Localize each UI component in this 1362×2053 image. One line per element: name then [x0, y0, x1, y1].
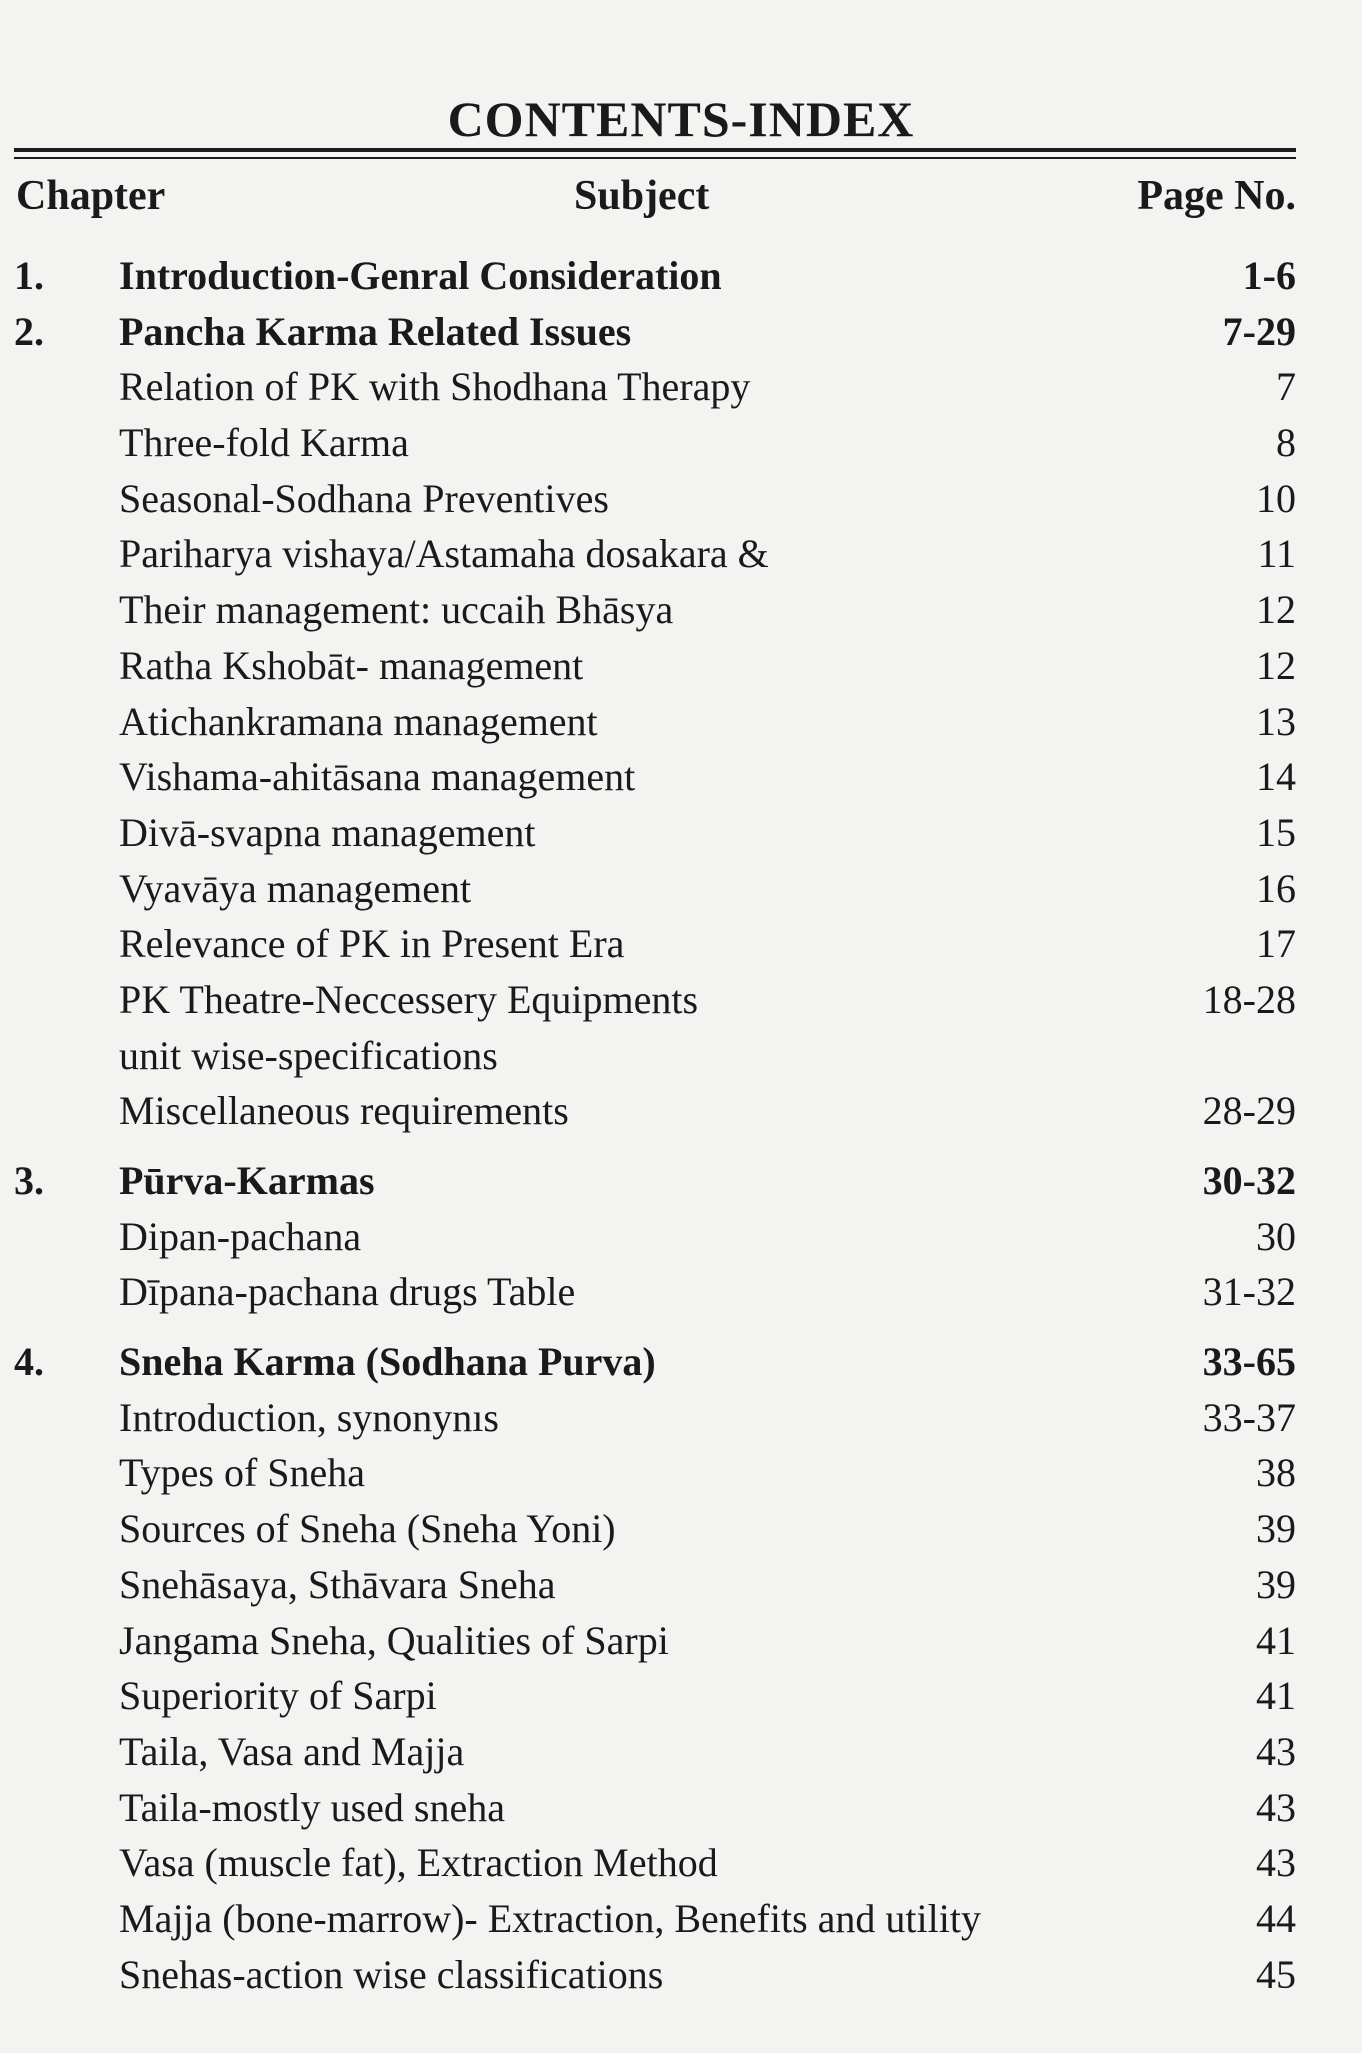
- toc-chapter-row: [0, 304, 1362, 360]
- toc-entry-row: [0, 861, 1362, 917]
- toc-entry-row: [0, 1891, 1362, 1947]
- entry-page-number: 7: [1276, 364, 1296, 410]
- entry-page-number: 7-29: [1222, 308, 1296, 354]
- entry-subject: unit wise-specifications: [119, 1032, 498, 1078]
- chapter-number: 1.: [14, 253, 44, 298]
- entry-subject: Pancha Karma Related Issues: [119, 308, 632, 354]
- toc-chapter-row: [0, 1334, 1362, 1390]
- toc-entry-row: [0, 1668, 1362, 1724]
- entry-subject: Relation of PK with Shodhana Therapy: [119, 364, 751, 410]
- toc-entry-row: [0, 1445, 1362, 1501]
- toc-entry-row: [0, 1835, 1362, 1891]
- entry-subject: Jangama Sneha, Qualities of Sarpi: [119, 1617, 669, 1663]
- page-title: CONTENTS-INDEX: [447, 91, 915, 147]
- entry-page-number: 17: [1256, 921, 1296, 967]
- toc-entry-row: [0, 1390, 1362, 1446]
- chapter-number: 4.: [14, 1339, 44, 1385]
- entry-page-number: 16: [1256, 865, 1296, 911]
- entry-page-number: 45: [1256, 1951, 1296, 1997]
- entry-page-number: 41: [1256, 1673, 1296, 1719]
- entry-subject: Introduction-Genral Consideration: [119, 253, 722, 298]
- toc-entry-row: [0, 749, 1362, 805]
- entry-subject: Superiority of Sarpi: [119, 1673, 437, 1719]
- toc-entry-row: [0, 805, 1362, 861]
- chapter-number: 2.: [14, 308, 44, 354]
- column-header-subject: Subject: [574, 173, 710, 219]
- entry-subject: Relevance of PK in Present Era: [119, 921, 625, 967]
- entry-subject: Sources of Sneha (Sneha Yoni): [119, 1506, 616, 1552]
- toc-entry-row: [0, 526, 1362, 582]
- entry-subject: Sneha Karma (Sodhana Purva): [119, 1339, 656, 1385]
- entry-subject: Majja (bone-marrow)- Extraction, Benefits and utility: [119, 1895, 981, 1941]
- toc-entry-row: [0, 1209, 1362, 1265]
- entry-page-number: 43: [1256, 1840, 1296, 1886]
- toc-entry-row: [0, 1947, 1362, 2003]
- entry-subject: Introduction, synonynıs: [119, 1394, 499, 1440]
- entry-subject: Pariharya vishaya/Astamaha dosakara &: [119, 531, 769, 577]
- entry-page-number: 39: [1256, 1506, 1296, 1552]
- entry-subject: Dipan-pachana: [119, 1213, 362, 1259]
- entry-subject: Atichankramana management: [119, 698, 598, 744]
- chapter-number: 3.: [14, 1158, 44, 1203]
- entry-page-number: 8: [1276, 420, 1296, 466]
- toc-entry-row: [0, 1028, 1362, 1084]
- entry-subject: Snehāsaya, Sthāvara Sneha: [119, 1561, 556, 1607]
- entry-page-number: 41: [1256, 1617, 1296, 1663]
- entry-page-number: 12: [1256, 642, 1296, 688]
- entry-subject: Types of Sneha: [119, 1450, 366, 1496]
- toc-entry-row: [0, 471, 1362, 527]
- toc-entry-row: [0, 916, 1362, 972]
- toc-entry-row: [0, 694, 1362, 750]
- entry-page-number: 10: [1256, 475, 1296, 521]
- toc-entry-row: [0, 638, 1362, 694]
- entry-page-number: 14: [1256, 754, 1296, 800]
- entry-page-number: 33-37: [1202, 1394, 1296, 1440]
- entry-page-number: 30: [1256, 1213, 1296, 1259]
- entry-page-number: 44: [1256, 1895, 1296, 1941]
- toc-chapter-row: [0, 248, 1362, 304]
- entry-subject: Three-fold Karma: [119, 420, 409, 466]
- entry-subject: Dīpana-pachana drugs Table: [119, 1269, 576, 1315]
- entry-page-number: 39: [1256, 1561, 1296, 1607]
- toc-entry-row: [0, 972, 1362, 1028]
- toc-list: [0, 248, 1362, 2002]
- toc-entry-row: [0, 1083, 1362, 1139]
- toc-entry-row: [0, 359, 1362, 415]
- toc-entry-row: [0, 415, 1362, 471]
- entry-subject: Vyavāya management: [119, 865, 472, 911]
- entry-page-number: 43: [1256, 1784, 1296, 1830]
- entry-subject: Taila-mostly used sneha: [119, 1784, 505, 1830]
- toc-entry-row: [0, 1557, 1362, 1613]
- column-header-chapter: Chapter: [16, 173, 166, 219]
- entry-page-number: 15: [1256, 809, 1296, 855]
- entry-subject: Vishama-ahitāsana management: [119, 754, 636, 800]
- toc-entry-row: [0, 1501, 1362, 1557]
- entry-subject: Vasa (muscle fat), Extraction Method: [119, 1840, 718, 1886]
- entry-subject: Taila, Vasa and Majja: [119, 1728, 465, 1774]
- title-rule-thick: [14, 148, 1296, 152]
- entry-subject: Their management: uccaih Bhāsya: [119, 587, 674, 633]
- entry-page-number: 43: [1256, 1728, 1296, 1774]
- toc-entry-row: [0, 582, 1362, 638]
- toc-entry-row: [0, 1264, 1362, 1320]
- title-rule-thin: [14, 157, 1296, 159]
- entry-subject: PK Theatre-Neccessery Equipments: [119, 976, 699, 1022]
- entry-subject: Pūrva-Karmas: [119, 1158, 375, 1203]
- entry-subject: Snehas-action wise classifications: [119, 1951, 664, 1997]
- toc-entry-row: [0, 1724, 1362, 1780]
- entry-page-number: 13: [1256, 698, 1296, 744]
- toc-chapter-row: [0, 1153, 1362, 1209]
- entry-page-number: 12: [1256, 587, 1296, 633]
- entry-page-number: 38: [1256, 1450, 1296, 1496]
- toc-entry-row: [0, 1780, 1362, 1836]
- entry-subject: Seasonal-Sodhana Preventives: [119, 475, 609, 521]
- entry-page-number: 11: [1257, 531, 1296, 577]
- entry-page-number: 31-32: [1202, 1269, 1296, 1315]
- toc-entry-row: [0, 1613, 1362, 1669]
- entry-subject: Divā-svapna management: [119, 809, 536, 855]
- entry-page-number: 18-28: [1202, 976, 1296, 1022]
- entry-page-number: 1-6: [1242, 253, 1296, 298]
- column-header-page: Page No.: [1137, 173, 1296, 219]
- entry-page-number: 28-29: [1202, 1088, 1296, 1134]
- entry-page-number: 30-32: [1202, 1158, 1296, 1203]
- entry-page-number: 33-65: [1202, 1339, 1296, 1385]
- entry-subject: Ratha Kshobāt- management: [119, 642, 584, 688]
- entry-subject: Miscellaneous requirements: [119, 1088, 569, 1134]
